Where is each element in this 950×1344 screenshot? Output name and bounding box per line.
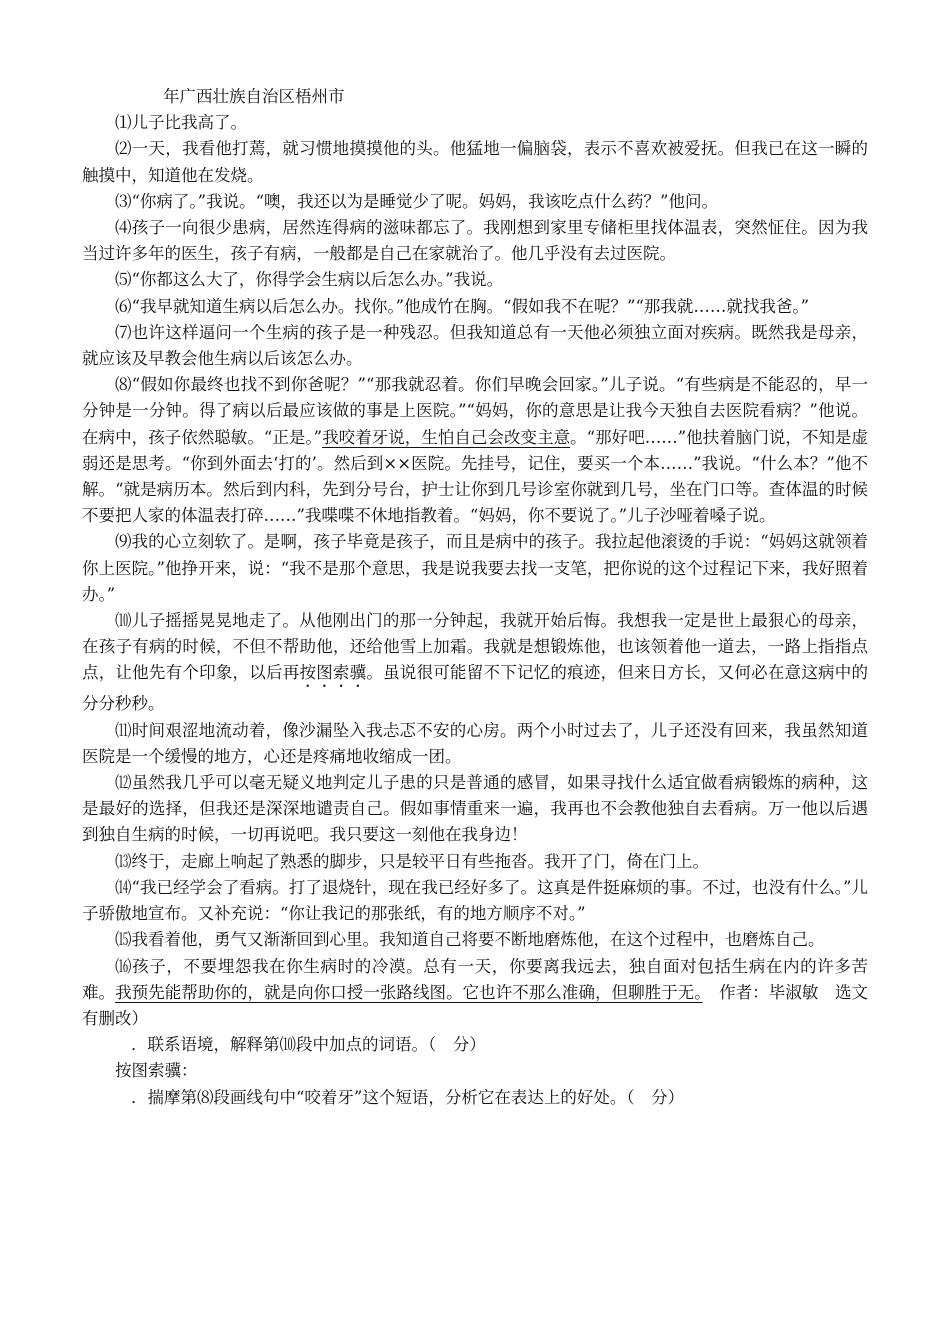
underlined-sentence-p8: 我咬着牙说，生怕自己会改变主意 bbox=[322, 427, 571, 447]
paragraph-10-text: ⑽儿子摇摇晃晃地走了。从他刚出门的那一分钟起，我就开始后悔。我想我一定是世上最狠心的母亲，在孩子有病的时候，不但不帮助他，还给他雪上加霜。我就是想锻炼他，也该领着他一道去，一路上指指点点，让他先有个印象，以后再 bbox=[82, 611, 868, 683]
source-note: 作者：毕淑敏 选文有删改） bbox=[82, 982, 869, 1028]
dotted-term: 按图索骥 bbox=[299, 663, 367, 683]
paragraph-10 bbox=[82, 608, 868, 718]
paragraph-9: ⑼我的心立刻软了。是啊，孩子毕竟是孩子，而且是病中的孩子。我拉起他滚烫的手说：“妈妈这就领着你上医院。”他挣开来，说：“我不是那个意思，我是说我要去找一支笔，把你说的这个过程记下来，我好照着办。” bbox=[82, 532, 868, 604]
underlined-sentence-p16: 我预先能帮助你的，就是向你口授一张路线图。它也许不那么准确，但聊胜于无。 bbox=[115, 982, 703, 1002]
paragraph-13: ⒀终于，走廊上响起了熟悉的脚步，只是较平日有些拖沓。我开了门，倚在门上。 bbox=[115, 851, 709, 871]
paragraph-8 bbox=[82, 372, 868, 529]
paragraph-5: ⑸“你都这么大了，你得学会生病以后怎么办。”我说。 bbox=[115, 270, 504, 290]
paragraph-11: ⑾时间艰涩地流动着，像沙漏坠入我忐忑不安的心房。两个小时过去了，儿子还没有回来，我虽然知道医院是一个缓慢的地方，心还是疼痛地收缩成一团。 bbox=[82, 720, 868, 766]
answer-label-1: 按图索骥： bbox=[115, 1061, 198, 1081]
paragraph-10-text-rest: 。虽说很可能留不下记忆的痕迹，但来日方长，又何必在意这病中的分分秒秒。 bbox=[82, 663, 869, 714]
document-page bbox=[82, 84, 868, 1111]
paragraph-12: ⑿虽然我几乎可以毫无疑义地判定儿子患的只是普通的感冒，如果寻找什么适宜做看病锻炼的病种，这是最好的选择，但我还是深深地谴责自己。假如事情重来一遍，我再也不会教他独自去看病。万一他以后遇到独自生病的时候，一切再说吧。我只要这一刻他在我身边！ bbox=[82, 773, 868, 845]
paragraph-8-text-rest: 。“那好吧……”他扶着脑门说，不知是虚弱还是思考。“你到外面去‘打的’。然后到××医院。先挂号，记住，要买一个本……”我说。“什么本？”他不解。“就是病历本。然后到内科，先到分号台，护士让你到几号诊室你就到几号，坐在门口等。查体温的时候不要把人家的体温表打碎……”我喋喋不休地指教着。“妈妈，你不要说了。”儿子沙哑着嗓子说。 bbox=[82, 427, 869, 526]
paragraph-16-text: ⒃孩子，不要埋怨我在你生病时的冷漠。总有一天，你要离我远去，独自面对包括生病在内的许多苦难。 bbox=[82, 956, 868, 1002]
paragraph-2: ⑵一天，我看他打蔫，就习惯地摸摸他的头。他猛地一偏脑袋，表示不喜欢被爱抚。但我已在这一瞬的触摸中，知道他在发烧。 bbox=[82, 139, 868, 185]
question-2: ．揣摩第⑻段画线句中“咬着牙”这个短语，分析它在表达上的好处。（ 分） bbox=[131, 1087, 685, 1107]
paragraph-14: ⒁“我已经学会了看病。打了退烧针，现在我已经好多了。这真是件挺麻烦的事。不过，也没有什么。”儿子骄傲地宣布。又补充说：“你让我记的那张纸，有的地方顺序不对。” bbox=[82, 877, 868, 924]
paragraph-16 bbox=[82, 954, 868, 1033]
paragraph-15: ⒂我看着他，勇气又渐渐回到心里。我知道自己将要不断地磨炼他，在这个过程中，也磨炼自己。 bbox=[115, 930, 825, 950]
paragraph-6: ⑹“我早就知道生病以后怎么办。找你。”他成竹在胸。“假如我不在呢？”“那我就……就找我爸。” bbox=[115, 296, 810, 316]
paragraph-8-text: ⑻“假如你最终也找不到你爸呢？”“那我就忍着。你们早晚会回家。”儿子说。“有些病是不能忍的，早一分钟是一分钟。得了病以后最应该做的事是上医院。”“妈妈，你的意思是让我今天独自去医院看病？”他说。在病中，孩子依然聪敏。“正是。” bbox=[82, 375, 868, 447]
paragraph-7: ⑺也许这样逼问一个生病的孩子是一种残忍。但我知道总有一天他必须独立面对疾病。既然我是母亲，就应该及早教会他生病以后该怎么办。 bbox=[82, 322, 868, 369]
paragraph-4: ⑷孩子一向很少患病，居然连得病的滋味都忘了。我刚想到家里专储柜里找体温表，突然怔住。因为我当过许多年的医生，孩子有病，一般都是自己在家就治了。他几乎没有去过医院。 bbox=[82, 218, 868, 264]
question-1: ．联系语境，解释第⑽段中加点的词语。（ 分） bbox=[131, 1035, 486, 1055]
paragraph-1: ⑴儿子比我高了。 bbox=[115, 113, 247, 133]
paragraph-3: ⑶“你病了。”我说。“噢，我还以为是睡觉少了呢。妈妈，我该吃点什么药？”他问。 bbox=[115, 191, 718, 211]
document-title: 年广西壮族自治区梧州市 bbox=[163, 87, 345, 106]
